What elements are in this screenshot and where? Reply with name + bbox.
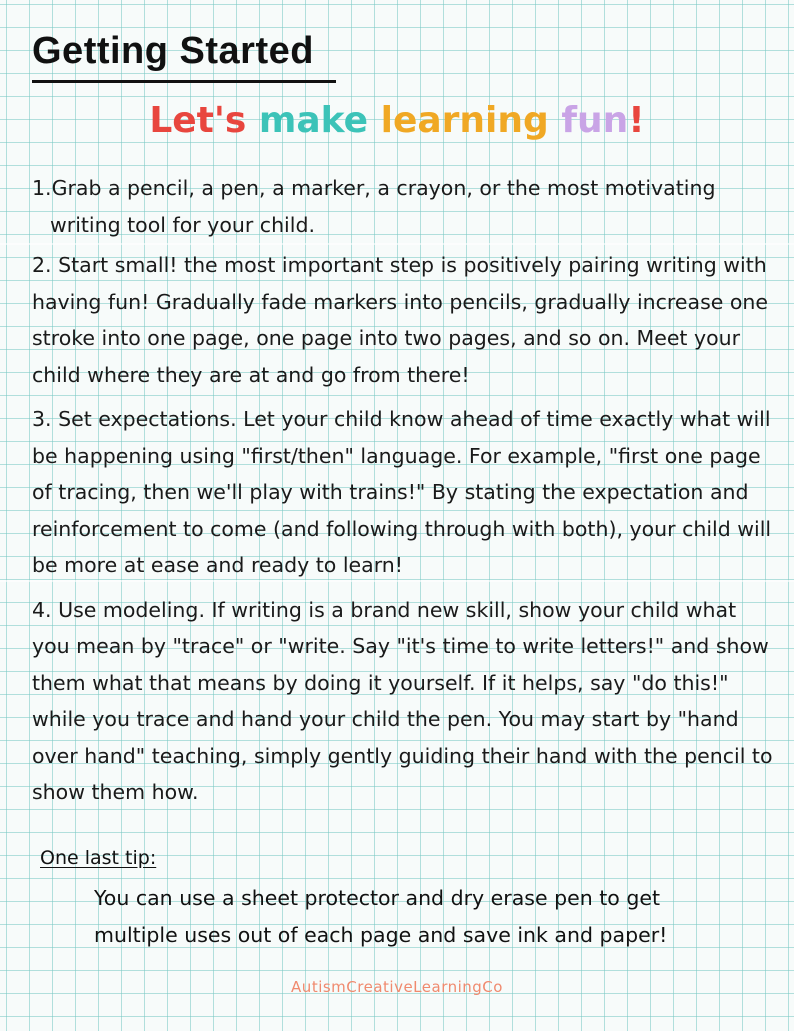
step-1 — [32, 170, 777, 243]
step-number: 2. — [32, 253, 52, 277]
tip-text: You can use a sheet protector and dry erase pen to get multiple uses out of each page and save ink and paper! — [94, 886, 668, 947]
step-4 — [32, 592, 777, 811]
subtitle-word-make: make — [258, 100, 369, 141]
step-text: Set expectations. Let your child know ahead of time exactly what will be happening using "first/then" language. For example, "first one page of tracing, then we'll play with trains!" By stating the expectation and reinforcement to come (and following through with both), your child will be more at ease and ready to learn! — [32, 407, 772, 577]
title-underline — [32, 80, 336, 83]
step-text: Start small! the most important step is positively pairing writing with having fun! Gradually fade markers into pencils, gradually increase one stroke into one page, one page into two pages, and so on. Meet your child where they are at and go from there! — [32, 253, 769, 387]
step-text: Use modeling. If writing is a brand new skill, show your child what you mean by "trace" or "write. Say "it's time to write letters!" and show them what that means by doing it yourself. If it helps, say "do this!" while you trace and hand your child the pen. You may start by "hand over hand" teaching, simply gently guiding their hand with the pencil to show them how. — [32, 597, 773, 804]
step-text: Grab a pencil, a pen, a marker, a crayon, or the most motivating writing tool for your child. — [50, 176, 716, 237]
subtitle-exclamation: ! — [628, 100, 645, 141]
page-title: Getting Started — [32, 30, 314, 72]
step-3 — [32, 401, 777, 584]
step-number: 4. — [32, 597, 52, 622]
subtitle-word-fun: fun — [561, 100, 629, 141]
subtitle-word-learning: learning — [380, 100, 549, 141]
steps-list — [32, 170, 777, 819]
step-2 — [32, 247, 777, 393]
tip-heading: One last tip: — [40, 847, 157, 869]
step-number: 1. — [32, 176, 52, 200]
footer-brand: AutismCreativeLearningCo — [291, 978, 503, 996]
subtitle-word-lets: Let's — [149, 100, 247, 141]
subtitle — [0, 100, 794, 141]
step-number: 3. — [32, 407, 52, 431]
